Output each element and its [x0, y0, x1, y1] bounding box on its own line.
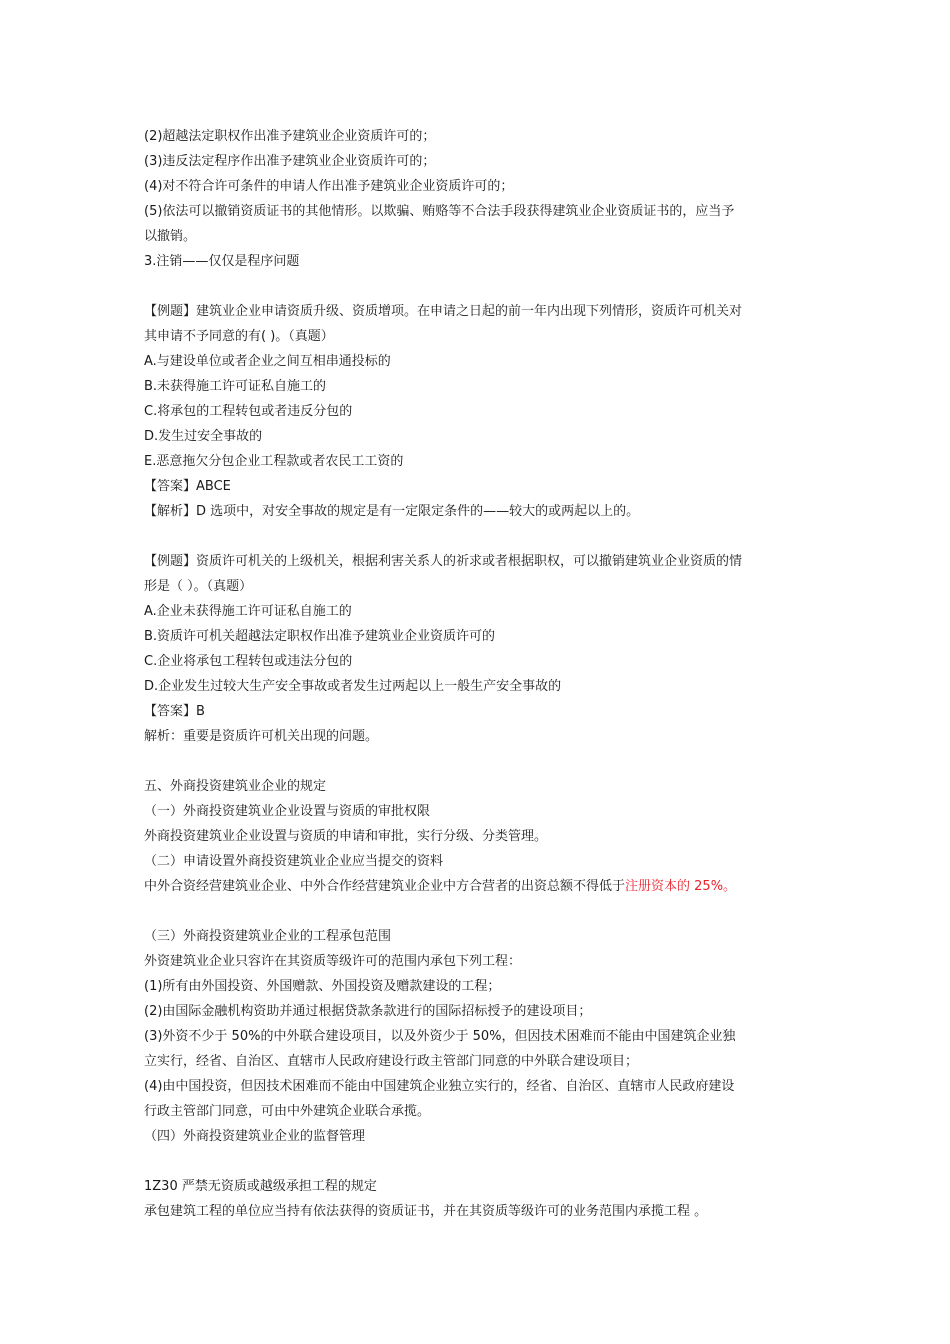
- list-item: (1)所有由外国投资、外国赠款、外国投资及赠款建设的工程；: [144, 979, 501, 994]
- example-option-c: C.将承包的工程转包或者违反分包的: [144, 404, 353, 419]
- example-option-a: A.企业未获得施工许可证私自施工的: [144, 604, 352, 619]
- example-question: 形是（ ）。（真题）: [144, 579, 253, 594]
- example-question: 【例题】资质许可机关的上级机关，根据利害关系人的祈求或者根据职权，可以撤销建筑业企业资质的情: [144, 554, 743, 569]
- example-analysis: 【解析】D 选项中，对安全事故的规定是有一定限定条件的——较大的或两起以上的。: [144, 504, 640, 519]
- subsection-heading: （一）外商投资建筑业企业设置与资质的审批权限: [144, 804, 431, 819]
- paragraph-line: [144, 874, 808, 899]
- section-heading: 五、外商投资建筑业企业的规定: [144, 779, 327, 794]
- example-option-d: D.企业发生过较大生产安全事故或者发生过两起以上一般生产安全事故的: [144, 679, 562, 694]
- blank-line: [144, 274, 808, 299]
- example-option-e: E.恶意拖欠分包企业工程款或者农民工工资的: [144, 454, 404, 469]
- example-option-a: A.与建设单位或者企业之间互相串通投标的: [144, 354, 391, 369]
- document-page: [144, 124, 808, 1224]
- list-item: (2)由国际金融机构资助并通过根据贷款条款进行的国际招标授予的建设项目；: [144, 1004, 592, 1019]
- example-option-b: B.资质许可机关超越法定职权作出准予建筑业企业资质许可的: [144, 629, 496, 644]
- paragraph-line: 以撤销。: [144, 229, 197, 244]
- subsection-heading: （三）外商投资建筑业企业的工程承包范围: [144, 929, 392, 944]
- example-answer: 【答案】ABCE: [144, 479, 231, 494]
- paragraph-line: (4)对不符合许可条件的申请人作出准予建筑业企业资质许可的；: [144, 179, 514, 194]
- blank-line: [144, 899, 808, 924]
- example-question: 【例题】建筑业企业申请资质升级、资质增项。在申请之日起的前一年内出现下列情形，资质许可机关对: [144, 304, 743, 319]
- paragraph-line: 承包建筑工程的单位应当持有依法获得的资质证书，并在其资质等级许可的业务范围内承揽工程 。: [144, 1204, 708, 1219]
- example-option-c: C.企业将承包工程转包或违法分包的: [144, 654, 353, 669]
- paragraph-line: 外资建筑业企业只容许在其资质等级许可的范围内承包下列工程：: [144, 954, 522, 969]
- blank-line: [144, 524, 808, 549]
- section-heading: 1Z30 严禁无资质或越级承担工程的规定: [144, 1179, 377, 1194]
- list-item: (3)外资不少于 50%的中外联合建设项目，以及外资少于 50%，但因技术困难而不能由中国建筑企业独: [144, 1029, 736, 1044]
- subsection-heading: （四）外商投资建筑业企业的监督管理: [144, 1129, 366, 1144]
- paragraph-line: (3)违反法定程序作出准予建筑业企业资质许可的；: [144, 154, 436, 169]
- list-item: 行政主管部门同意，可由中外建筑企业联合承揽。: [144, 1104, 431, 1119]
- example-option-b: B.未获得施工许可证私自施工的: [144, 379, 327, 394]
- section-foreign-investment: [144, 774, 808, 1149]
- section-1z30: [144, 1174, 808, 1224]
- paragraph-text: 中外合资经营建筑业企业、中外合作经营建筑业企业中方合营者的出资总额不得低于: [144, 879, 626, 894]
- list-item: 立实行，经省、自治区、直辖市人民政府建设行政主管部门同意的中外联合建设项目；: [144, 1054, 639, 1069]
- example-block-1: [144, 299, 808, 524]
- paragraph-line: (5)依法可以撤销资质证书的其他情形。以欺骗、贿赂等不合法手段获得建筑业企业资质证书的，应当予: [144, 204, 735, 219]
- blank-line: [144, 749, 808, 774]
- section-title-cancellation: 3.注销——仅仅是程序问题: [144, 254, 300, 269]
- highlight-text: 注册资本的 25%。: [625, 879, 737, 894]
- example-block-2: [144, 549, 808, 749]
- paragraph-line: (2)超越法定职权作出准予建筑业企业资质许可的；: [144, 129, 436, 144]
- list-item: (4)由中国投资，但因技术困难而不能由中国建筑企业独立实行的，经省、自治区、直辖市人民政府建设: [144, 1079, 735, 1094]
- paragraph-line: 外商投资建筑业企业设置与资质的申请和审批，实行分级、分类管理。: [144, 829, 548, 844]
- example-option-d: D.发生过安全事故的: [144, 429, 263, 444]
- blank-line: [144, 1149, 808, 1174]
- subsection-heading: （二）申请设置外商投资建筑业企业应当提交的资料: [144, 854, 444, 869]
- example-question: 其申请不予同意的有( )。（真题）: [144, 329, 334, 344]
- example-analysis: 解析：重要是资质许可机关出现的问题。: [144, 729, 379, 744]
- example-answer: 【答案】B: [144, 704, 205, 719]
